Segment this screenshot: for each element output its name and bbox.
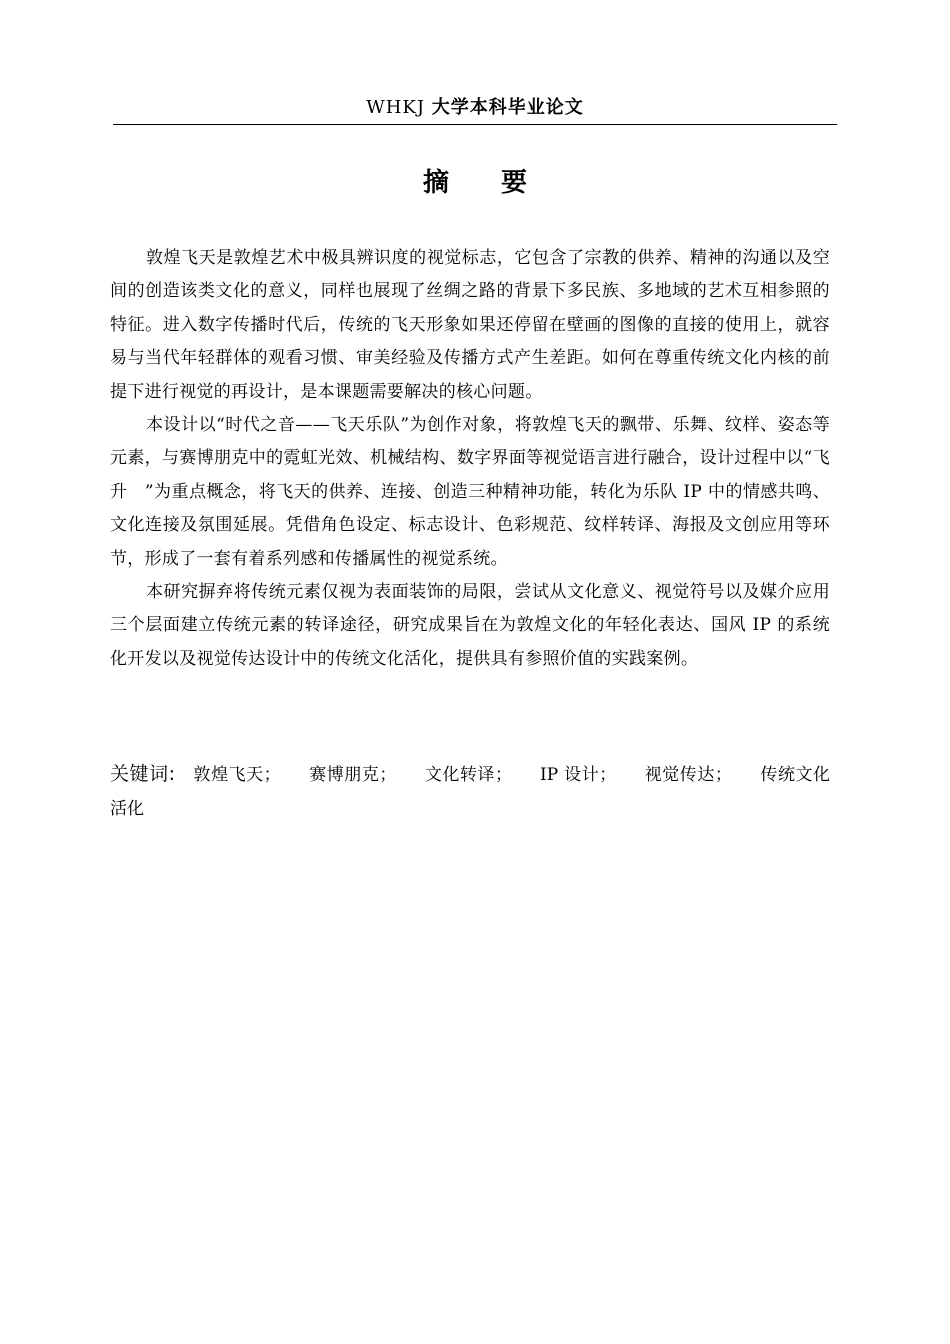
- keyword-item: 文化转译；: [424, 765, 513, 785]
- keyword-item: IP 设计；: [540, 765, 617, 785]
- keyword-item: 敦煌飞天；: [193, 765, 281, 785]
- keyword-item: 赛博朋克；: [308, 765, 397, 785]
- abstract-paragraph-3: 本研究摒弃将传统元素仅视为表面装饰的局限，尝试从文化意义、视觉符号以及媒介应用三个层面建立传统元素的转译途径，研究成果旨在为敦煌文化的年轻化表达、国风 IP 的系统化开发以及视觉传达设计中的传统文化活化，提供具有参照价值的实践案例。: [110, 582, 830, 669]
- keyword-item: 视觉传达；: [644, 765, 732, 785]
- abstract-body: [110, 242, 830, 676]
- header-title: 大学本科毕业论文: [431, 97, 584, 118]
- abstract-paragraph-1: 敦煌飞天是敦煌艺术中极具辨识度的视觉标志，它包含了宗教的供养、精神的沟通以及空间的创造该类文化的意义，同样也展现了丝绸之路的背景下多民族、多地域的艺术互相参照的特征。进入数字传播时代后，传统的飞天形象如果还停留在壁画的图像的直接的使用上，就容易与当代年轻群体的观看习惯、审美经验及传播方式产生差距。如何在尊重传统文化内核的前提下进行视觉的再设计，是本课题需要解决的核心问题。: [110, 248, 830, 402]
- page-header: [113, 94, 837, 125]
- keyword-item: 传统文化活化: [110, 765, 831, 819]
- page-title: 摘要: [422, 168, 579, 198]
- keywords-section: [110, 757, 830, 826]
- abstract-paragraph-2: 本设计以“时代之音——飞天乐队”为创作对象，将敦煌飞天的飘带、乐舞、纹样、姿态等元素，与赛博朋克中的霓虹光效、机械结构、数字界面等视觉语言进行融合，设计过程中以“飞升 ”为重点概念，将飞天的供养、连接、创造三种精神功能，转化为乐队 IP 中的情感共鸣、文化连接及氛围延展。凭借角色设定、标志设计、色彩规范、纹样转译、海报及文创应用等环节，形成了一套有着系列感和传播属性的视觉系统。: [110, 415, 830, 569]
- keywords-label: 关键词:: [110, 763, 176, 785]
- header-prefix: WHKJ: [366, 97, 426, 118]
